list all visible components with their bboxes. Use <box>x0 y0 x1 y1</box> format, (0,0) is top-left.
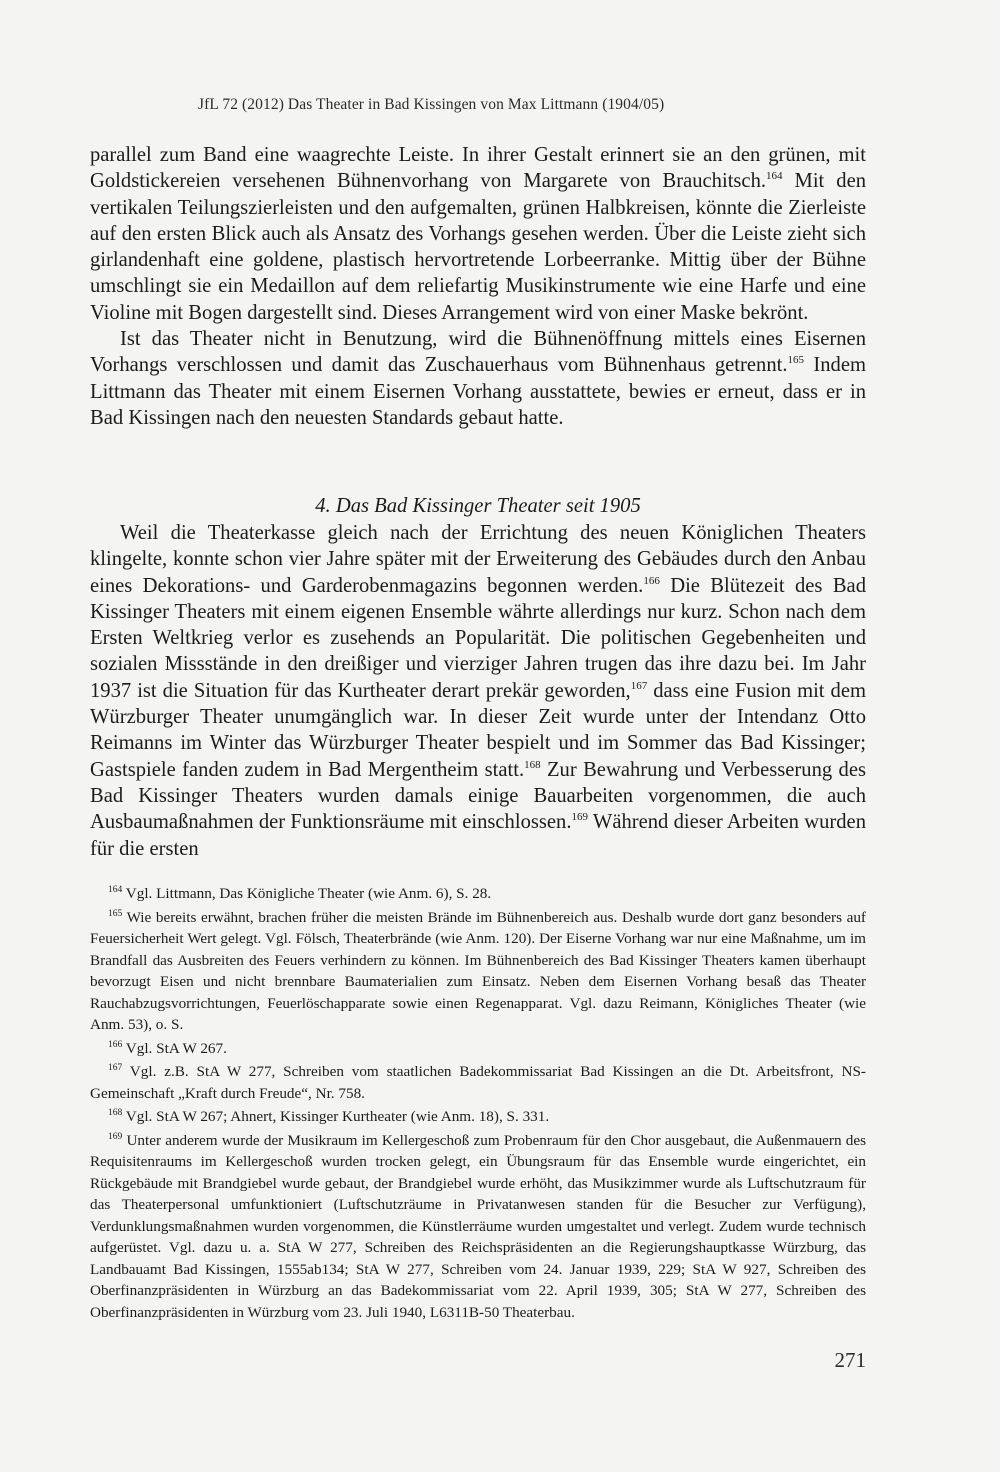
section-paragraph <box>90 520 866 862</box>
section-text <box>90 520 866 862</box>
footnote-text: Vgl. z.B. StA W 277, Schreiben vom staatlichen Badekommissariat Bad Kissingen an die Dt. Arbeitsfront, NS-Gemeinschaft „Kraft durch Freude“, Nr. 758. <box>90 1063 866 1102</box>
text-run: Zur Bewahrung und Verbesserung des Bad Kissinger Theaters wurden damals einige Bauarbeiten vorgenommen, die auch Ausbaumaßnahmen der Funktionsräume mit einschlossen. <box>90 758 866 834</box>
text-run: parallel zum Band eine waagrechte Leiste. In ihrer Gestalt erinnert sie an den grünen, mit Goldstickereien versehenen Bühnenvorhang von Margarete von Brauchitsch. <box>90 144 866 193</box>
footnote-number: 165 <box>108 908 123 919</box>
paragraph <box>90 326 866 431</box>
footnote <box>90 1038 866 1060</box>
footnote <box>90 1130 866 1324</box>
text-run: Weil die Theaterkasse gleich nach der Errichtung des neuen Königlichen Theaters klingelte, konnte schon vier Jahre später mit der Erweiterung des Gebäudes durch den Anbau eines Dekorations- und Garderobenmagazins begonnen werden. <box>90 522 866 597</box>
footnote-ref: 165 <box>787 354 804 367</box>
text-run: Während dieser Arbeiten wurden für die ersten <box>90 811 866 860</box>
footnote-text: Unter anderem wurde der Musikraum im Kellergeschoß zum Probenraum für den Chor ausgebaut, die Außenmauern des Requisitenraums im Kellergeschoß wurden trocken gelegt, ein Übungsraum für das Ensemble wurde eingerichtet, ein Rückgebäude mit Brandgiebel wurde gebaut, der Brandgiebel wurde erhöht, das Musikzimmer wurde als Luftschutzraum für das Theaterpersonal umfunktioniert (Luftschutzräume in Privatanwesen standen für die Besucher zur Verfügung), Verdunklungsmaßnahmen wurden vorgenommen, die Künstlerräume wurden umgestaltet und verlegt. Zudem wurde technisch aufgerüstet. Vgl. dazu u. a. StA W 277, Schreiben des Reichspräsidenten an die Regierungshauptkasse Würzburg, das Landbauamt Bad Kissingen, 1555ab134; StA W 277, Schreiben vom 24. Januar 1939, 229; StA W 927, Schreiben des Oberfinanzpräsidenten in Würzburg an das Badekommissariat vom 22. April 1939, 305; StA W 277, Schreiben des Oberfinanzpräsidenten in Würzburg vom 23. Juli 1940, L6311B-50 Theaterbau. <box>90 1131 866 1321</box>
footnote-number: 169 <box>108 1131 123 1142</box>
footnote-text: Vgl. StA W 267; Ahnert, Kissinger Kurtheater (wie Anm. 18), S. 331. <box>122 1108 550 1125</box>
footnote <box>90 883 866 905</box>
footnote <box>90 1106 866 1128</box>
paragraph <box>90 142 866 326</box>
page-number: 271 <box>834 1348 866 1372</box>
footnote-number: 167 <box>108 1063 123 1073</box>
text-run: Die Blütezeit des Bad Kissinger Theaters mit einem eigenen Ensemble währte allerdings nur kurz. Schon nach dem Ersten Weltkrieg verlor es zusehends an Popularität. Die politischen Gegebenheiten und sozialen Missstände in den dreißiger und vierziger Jahren trugen das ihre dazu bei. Im Jahr 1937 ist die Situation für das Kurtheater derart prekär geworden, <box>90 574 866 702</box>
footnote-ref: 168 <box>524 758 541 771</box>
footnote-ref: 169 <box>571 811 588 824</box>
footnotes <box>90 883 866 1325</box>
footnote-number: 166 <box>108 1039 123 1050</box>
text-run: Indem Littmann das Theater mit einem Eisernen Vorhang ausstattete, bewies er erneut, dass er in Bad Kissingen nach den neuesten Standards gebaut hatte. <box>90 354 866 429</box>
text-run: dass eine Fusion mit dem Würzburger Theater unumgänglich war. In dieser Zeit wurde unter der Intendanz Otto Reimanns im Winter das Würzburger Theater bespielt und im Sommer das Bad Kissinger; Gastspiele fanden zudem in Bad Mergentheim statt. <box>90 679 866 781</box>
section-heading: 4. Das Bad Kissinger Theater seit 1905 <box>315 495 641 517</box>
footnote <box>90 1061 866 1104</box>
running-header: JfL 72 (2012) Das Theater in Bad Kissingen von Max Littmann (1904/05) <box>198 96 665 113</box>
text-run: Ist das Theater nicht in Benutzung, wird die Bühnenöffnung mittels eines Eisernen Vorhangs verschlossen und damit das Zuschauerhaus vom Bühnenhaus getrennt. <box>90 328 866 377</box>
footnote-ref: 166 <box>643 574 660 587</box>
footnote <box>90 907 866 1036</box>
text-run: Mit den vertikalen Teilungszierleisten und den aufgemalten, grünen Halbkreisen, könnte die Zierleiste auf den ersten Blick auch als Ansatz des Vorhangs gesehen werden. Über die Leiste zieht sich girlandenhaft eine goldene, plastisch hervortretende Lorbeerranke. Mittig über der Bühne umschlingt sie ein Medaillon auf dem reliefartig Musikinstrumente wie eine Harfe und eine Violine mit Bogen dargestellt sind. Dieses Arrangement wird von einer Maske bekrönt. <box>90 170 867 324</box>
footnote-number: 168 <box>108 1108 123 1118</box>
footnote-ref: 164 <box>766 170 783 183</box>
footnote-text: Wie bereits erwähnt, brachen früher die meisten Brände im Bühnenbereich aus. Deshalb wurde dort ganz besonders auf Feuersicherheit Wert gelegt. Vgl. Fölsch, Theaterbrände (wie Anm. 120). Der Eiserne Vorhang war nur eine Maßnahme, um im Brandfall das Ausbreiten des Feuers verhindern zu können. Im Bühnenbereich des Bad Kissinger Theaters kamen überhaupt bevorzugt Eisen und nicht brennbare Baumaterialien zum Einsatz. Neben dem Eisernen Vorhang besaß das Theater Rauchabzugsvorrichtungen, Feuerlöschapparate sowie einen Regenapparat. Vgl. dazu Reimann, Königliches Theater (wie Anm. 53), o. S. <box>90 908 866 1033</box>
footnote-ref: 167 <box>630 679 648 692</box>
footnote-number: 164 <box>108 885 123 895</box>
body-text <box>90 142 866 431</box>
footnote-text: Vgl. StA W 267. <box>122 1039 227 1057</box>
footnote-text: Vgl. Littmann, Das Königliche Theater (wie Anm. 6), S. 28. <box>122 885 492 902</box>
